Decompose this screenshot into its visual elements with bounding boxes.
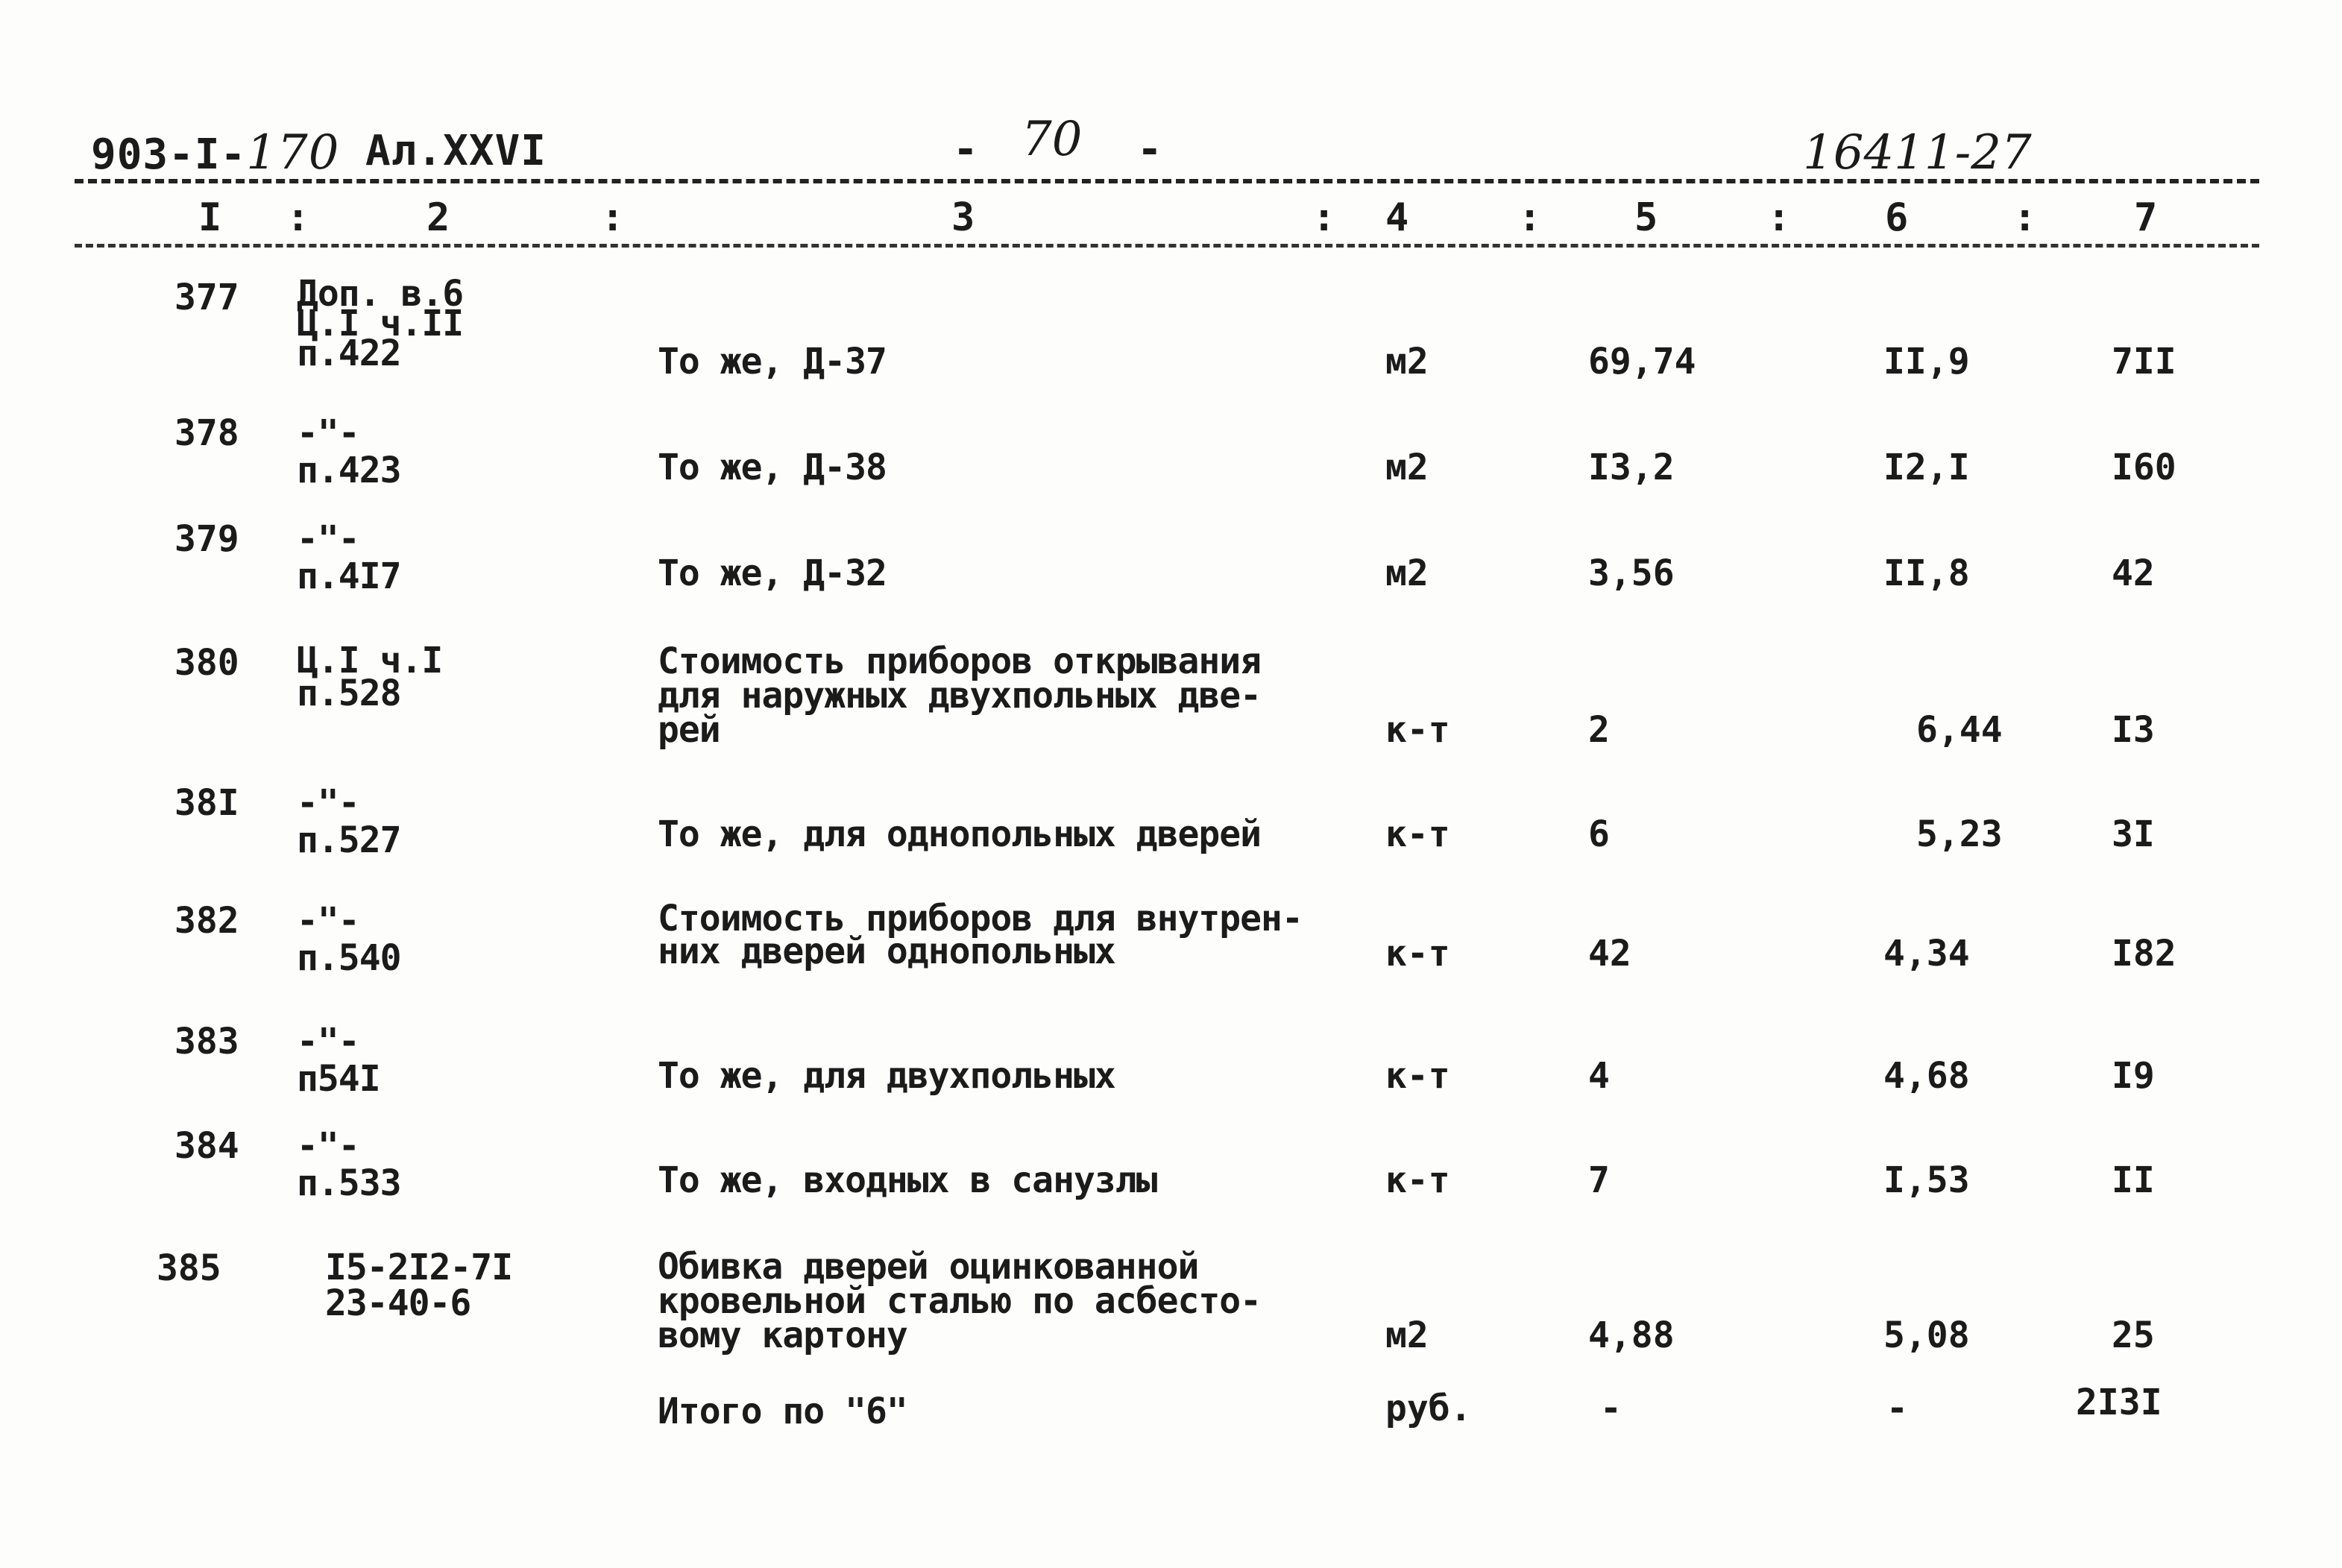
- row-quantity: 69,74: [1588, 341, 1696, 382]
- row-number: 38I: [174, 782, 239, 824]
- row-unit: м2: [1385, 1314, 1429, 1356]
- document-code-printed: 903-I-: [91, 130, 247, 179]
- column-separator: :: [286, 195, 310, 240]
- row-total: 25: [2112, 1314, 2155, 1356]
- row-unit-price: I2,I: [1883, 447, 1970, 488]
- row-number: 380: [174, 642, 239, 684]
- row-reference: Ц.I ч.I п.528: [297, 640, 443, 714]
- row-number: 384: [174, 1125, 239, 1167]
- row-unit: к-т: [1385, 1055, 1450, 1097]
- row-reference: -"- п54I: [297, 1021, 380, 1100]
- row-total: 3I: [2112, 813, 2155, 855]
- row-quantity: 4: [1588, 1055, 1610, 1097]
- page-dash-left: -: [953, 125, 979, 174]
- total-sum: 2I3I: [2076, 1382, 2162, 1423]
- row-reference: -"- п.423: [297, 412, 401, 491]
- row-number: 385: [157, 1247, 221, 1289]
- row-description: То же, Д-37: [658, 341, 887, 382]
- total-unit: руб.: [1385, 1388, 1472, 1429]
- row-quantity: 6: [1588, 813, 1610, 855]
- column-header-2: 2: [426, 195, 450, 240]
- row-total: I3: [2112, 709, 2155, 751]
- row-quantity: I3,2: [1588, 447, 1675, 488]
- row-reference: I5-2I2-7I 23-40-6: [325, 1247, 513, 1324]
- total-unit-price: -: [1886, 1388, 1908, 1429]
- row-unit: к-т: [1385, 709, 1450, 751]
- row-unit: к-т: [1385, 813, 1450, 855]
- row-number: 382: [174, 900, 239, 942]
- row-total: I82: [2112, 933, 2176, 975]
- row-unit: м2: [1385, 341, 1429, 382]
- column-header-6: 6: [1885, 195, 1909, 240]
- total-label: Итого по "6": [658, 1391, 907, 1432]
- row-unit: к-т: [1385, 933, 1450, 975]
- row-quantity: 3,56: [1588, 552, 1675, 594]
- row-total: 42: [2112, 552, 2155, 594]
- row-description: Стоимость приборов открывания для наружных двухпольных две- рей: [658, 640, 1262, 751]
- row-description: То же, Д-32: [658, 552, 887, 594]
- album-number: Ал.XXVI: [365, 127, 547, 175]
- row-unit-price: 4,68: [1883, 1055, 1970, 1097]
- column-header-4: 4: [1385, 195, 1409, 240]
- row-description: То же, входных в санузлы: [658, 1159, 1157, 1201]
- total-quantity: -: [1600, 1388, 1622, 1429]
- row-unit: к-т: [1385, 1159, 1450, 1201]
- row-unit-price: 6,44: [1916, 709, 2003, 751]
- row-unit-price: 5,08: [1883, 1314, 1970, 1356]
- row-description: Обивка дверей оцинкованной кровельной сталью по асбесто- вому картону: [658, 1246, 1262, 1356]
- row-reference: -"- п.4I7: [297, 518, 401, 597]
- row-unit-price: II,9: [1883, 341, 1970, 382]
- column-separator: :: [1312, 195, 1336, 240]
- row-quantity: 4,88: [1588, 1314, 1675, 1356]
- page-dash-right: -: [1137, 125, 1163, 174]
- row-unit-price: 5,23: [1916, 813, 2003, 855]
- row-description: То же, для однопольных дверей: [658, 813, 1262, 855]
- row-unit-price: I,53: [1883, 1159, 1970, 1201]
- column-separator: :: [1518, 195, 1542, 240]
- column-separator: :: [1767, 195, 1791, 240]
- row-number: 383: [174, 1021, 239, 1062]
- row-quantity: 42: [1588, 933, 1631, 975]
- row-total: II: [2112, 1159, 2155, 1201]
- row-total: I9: [2112, 1055, 2155, 1097]
- row-total: I60: [2112, 447, 2176, 488]
- document-code-handwritten: 170: [246, 125, 340, 180]
- row-reference: -"- п.533: [297, 1125, 401, 1204]
- column-separator: :: [601, 195, 625, 240]
- row-reference: -"- п.527: [297, 782, 401, 861]
- row-reference: Доп. в.6 Ц.I ч.II п.422: [297, 273, 464, 374]
- page-number: 70: [1022, 112, 1083, 167]
- column-header-7: 7: [2134, 195, 2158, 240]
- row-description: Стоимость приборов для внутрен- них дверей однопольных: [658, 898, 1303, 972]
- row-unit: м2: [1385, 552, 1429, 594]
- column-header-3: 3: [951, 195, 975, 240]
- column-separator: :: [2013, 195, 2037, 240]
- row-number: 378: [174, 412, 239, 454]
- row-description: То же, Д-38: [658, 447, 887, 488]
- column-header-5: 5: [1634, 195, 1658, 240]
- row-reference: -"- п.540: [297, 900, 401, 979]
- row-quantity: 7: [1588, 1159, 1610, 1201]
- row-number: 379: [174, 518, 239, 560]
- document-code: [91, 125, 339, 180]
- row-description: То же, для двухпольных: [658, 1055, 1115, 1097]
- row-total: 7II: [2112, 341, 2176, 382]
- row-unit: м2: [1385, 447, 1429, 488]
- row-unit-price: II,8: [1883, 552, 1970, 594]
- column-header-rule: [75, 244, 2259, 248]
- row-number: 377: [174, 277, 239, 318]
- top-rule: [75, 179, 2259, 183]
- column-header-1: I: [198, 195, 222, 240]
- document-number: 16411-27: [1803, 125, 2032, 180]
- row-quantity: 2: [1588, 709, 1610, 751]
- row-unit-price: 4,34: [1883, 933, 1970, 975]
